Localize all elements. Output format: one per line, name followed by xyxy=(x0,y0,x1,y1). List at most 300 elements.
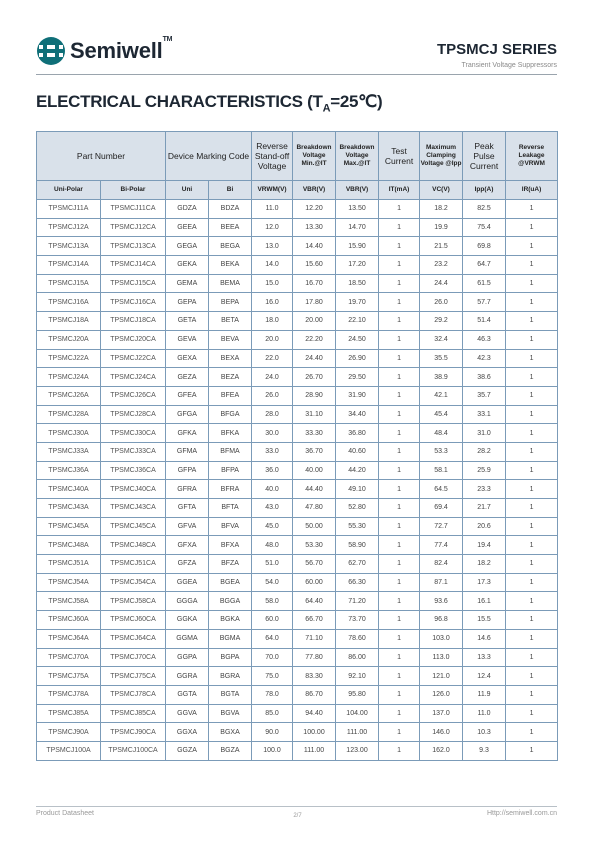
table-cell: 12.0 xyxy=(252,218,293,237)
table-cell: 77.80 xyxy=(293,648,336,667)
table-cell: GEMA xyxy=(166,274,209,293)
table-cell: 1 xyxy=(506,274,558,293)
table-cell: TPSMCJ45CA xyxy=(101,517,166,536)
table-cell: 77.4 xyxy=(420,536,463,555)
table-cell: 123.00 xyxy=(336,741,379,760)
table-cell: BGRA xyxy=(209,667,252,686)
table-cell: 17.3 xyxy=(463,573,506,592)
table-cell: 1 xyxy=(379,293,420,312)
sub-vbr-max: VBR(V) xyxy=(336,181,379,200)
table-cell: GEKA xyxy=(166,256,209,275)
table-cell: TPSMCJ20A xyxy=(37,330,101,349)
sub-ipp: Ipp(A) xyxy=(463,181,506,200)
table-cell: 9.3 xyxy=(463,741,506,760)
table-cell: 53.3 xyxy=(420,442,463,461)
table-cell: 38.9 xyxy=(420,368,463,387)
table-cell: BEEA xyxy=(209,218,252,237)
table-cell: 24.40 xyxy=(293,349,336,368)
table-row xyxy=(37,368,558,387)
table-cell: TPSMCJ78CA xyxy=(101,685,166,704)
table-cell: GEPA xyxy=(166,293,209,312)
table-cell: 20.6 xyxy=(463,517,506,536)
table-cell: 1 xyxy=(379,349,420,368)
table-cell: TPSMCJ24CA xyxy=(101,368,166,387)
table-cell: 64.7 xyxy=(463,256,506,275)
sub-vbr-min: VBR(V) xyxy=(293,181,336,200)
sub-ir: IR(uA) xyxy=(506,181,558,200)
table-cell: 1 xyxy=(506,312,558,331)
table-cell: 126.0 xyxy=(420,685,463,704)
table-cell: 55.30 xyxy=(336,517,379,536)
table-cell: 1 xyxy=(506,704,558,723)
col-peak-pulse: Peak Pulse Current xyxy=(463,132,506,181)
table-cell: GGZA xyxy=(166,741,209,760)
col-reverse-standoff: Reverse Stand-off Voltage xyxy=(252,132,293,181)
col-part-number: Part Number xyxy=(37,132,166,181)
table-cell: 60.00 xyxy=(293,573,336,592)
table-cell: 111.00 xyxy=(336,723,379,742)
table-row xyxy=(37,349,558,368)
table-cell: 1 xyxy=(506,330,558,349)
table-row xyxy=(37,312,558,331)
sub-uni: Uni xyxy=(166,181,209,200)
table-cell: BGTA xyxy=(209,685,252,704)
table-body xyxy=(37,200,558,761)
table-cell: BGKA xyxy=(209,611,252,630)
table-cell: TPSMCJ58A xyxy=(37,592,101,611)
table-row xyxy=(37,592,558,611)
table-cell: TPSMCJ40CA xyxy=(101,480,166,499)
table-cell: 20.0 xyxy=(252,330,293,349)
table-cell: 90.0 xyxy=(252,723,293,742)
table-cell: 36.70 xyxy=(293,442,336,461)
table-cell: 48.4 xyxy=(420,424,463,443)
table-cell: 1 xyxy=(379,667,420,686)
table-cell: TPSMCJ100CA xyxy=(101,741,166,760)
table-cell: 1 xyxy=(506,349,558,368)
table-row xyxy=(37,536,558,555)
table-cell: 1 xyxy=(379,499,420,518)
table-row xyxy=(37,685,558,704)
table-cell: 1 xyxy=(379,704,420,723)
table-cell: 113.0 xyxy=(420,648,463,667)
table-cell: 19.70 xyxy=(336,293,379,312)
table-cell: 18.2 xyxy=(463,555,506,574)
table-cell: 46.3 xyxy=(463,330,506,349)
table-cell: 1 xyxy=(379,424,420,443)
table-row xyxy=(37,200,558,219)
table-cell: TPSMCJ64A xyxy=(37,629,101,648)
table-cell: 94.40 xyxy=(293,704,336,723)
table-cell: TPSMCJ11A xyxy=(37,200,101,219)
table-cell: 82.5 xyxy=(463,200,506,219)
table-cell: 1 xyxy=(506,200,558,219)
table-cell: BEZA xyxy=(209,368,252,387)
series-title: TPSMCJ SERIES xyxy=(436,41,557,58)
table-cell: 28.0 xyxy=(252,405,293,424)
table-cell: 1 xyxy=(379,555,420,574)
table-cell: 1 xyxy=(506,461,558,480)
table-cell: GGXA xyxy=(166,723,209,742)
table-row xyxy=(37,442,558,461)
table-cell: 11.9 xyxy=(463,685,506,704)
table-cell: 1 xyxy=(379,218,420,237)
table-cell: 78.60 xyxy=(336,629,379,648)
sub-vc: VC(V) xyxy=(420,181,463,200)
table-cell: 13.30 xyxy=(293,218,336,237)
table-cell: 24.0 xyxy=(252,368,293,387)
table-cell: 1 xyxy=(506,723,558,742)
table-cell: 1 xyxy=(379,461,420,480)
table-cell: 75.0 xyxy=(252,667,293,686)
table-cell: 64.40 xyxy=(293,592,336,611)
table-cell: 24.4 xyxy=(420,274,463,293)
table-cell: 23.2 xyxy=(420,256,463,275)
page-number: 2/7 xyxy=(293,813,302,819)
table-cell: TPSMCJ43CA xyxy=(101,499,166,518)
table-cell: TPSMCJ75CA xyxy=(101,667,166,686)
table-cell: 69.4 xyxy=(420,499,463,518)
table-cell: GGPA xyxy=(166,648,209,667)
table-cell: 82.4 xyxy=(420,555,463,574)
table-cell: 36.0 xyxy=(252,461,293,480)
table-cell: 121.0 xyxy=(420,667,463,686)
table-cell: 1 xyxy=(379,274,420,293)
table-cell: 66.30 xyxy=(336,573,379,592)
table-cell: BEXA xyxy=(209,349,252,368)
table-cell: 22.10 xyxy=(336,312,379,331)
table-cell: GEGA xyxy=(166,237,209,256)
table-cell: BGMA xyxy=(209,629,252,648)
table-cell: 13.3 xyxy=(463,648,506,667)
table-cell: 26.90 xyxy=(336,349,379,368)
table-cell: TPSMCJ11CA xyxy=(101,200,166,219)
table-cell: 104.00 xyxy=(336,704,379,723)
table-cell: 35.7 xyxy=(463,386,506,405)
brand-name: Semiwell™ xyxy=(70,36,173,63)
table-cell: 1 xyxy=(379,573,420,592)
table-cell: BGZA xyxy=(209,741,252,760)
table-cell: 85.0 xyxy=(252,704,293,723)
table-cell: 22.0 xyxy=(252,349,293,368)
table-cell: BFKA xyxy=(209,424,252,443)
table-cell: TPSMCJ28A xyxy=(37,405,101,424)
table-cell: 18.0 xyxy=(252,312,293,331)
table-cell: TPSMCJ45A xyxy=(37,517,101,536)
table-cell: GEXA xyxy=(166,349,209,368)
footer-url: Http://semiwell.com.cn xyxy=(486,810,557,817)
table-row xyxy=(37,424,558,443)
table-cell: 22.20 xyxy=(293,330,336,349)
table-cell: 42.3 xyxy=(463,349,506,368)
table-cell: 32.4 xyxy=(420,330,463,349)
col-breakdown-min: Breakdown Voltage Min.@IT xyxy=(293,132,336,181)
table-cell: 83.30 xyxy=(293,667,336,686)
table-cell: 1 xyxy=(379,480,420,499)
table-cell: 43.0 xyxy=(252,499,293,518)
table-cell: 14.40 xyxy=(293,237,336,256)
table-cell: 45.4 xyxy=(420,405,463,424)
table-cell: 1 xyxy=(379,723,420,742)
table-cell: GGRA xyxy=(166,667,209,686)
table-cell: 95.80 xyxy=(336,685,379,704)
table-cell: 1 xyxy=(506,480,558,499)
table-row xyxy=(37,293,558,312)
table-row xyxy=(37,741,558,760)
table-row xyxy=(37,405,558,424)
table-cell: BEMA xyxy=(209,274,252,293)
table-cell: 1 xyxy=(379,368,420,387)
table-cell: 1 xyxy=(506,218,558,237)
table-cell: BGGA xyxy=(209,592,252,611)
table-cell: BFGA xyxy=(209,405,252,424)
table-cell: 69.8 xyxy=(463,237,506,256)
table-cell: 1 xyxy=(379,592,420,611)
table-cell: TPSMCJ51CA xyxy=(101,555,166,574)
table-cell: 45.0 xyxy=(252,517,293,536)
table-cell: 53.30 xyxy=(293,536,336,555)
table-cell: 18.2 xyxy=(420,200,463,219)
header-divider xyxy=(36,74,557,75)
table-cell: 71.20 xyxy=(336,592,379,611)
table-cell: TPSMCJ58CA xyxy=(101,592,166,611)
table-row xyxy=(37,480,558,499)
table-cell: GGGA xyxy=(166,592,209,611)
table-row xyxy=(37,461,558,480)
table-cell: 1 xyxy=(506,536,558,555)
table-cell: 54.0 xyxy=(252,573,293,592)
table-cell: BEGA xyxy=(209,237,252,256)
table-cell: BETA xyxy=(209,312,252,331)
table-cell: 61.5 xyxy=(463,274,506,293)
table-cell: 33.1 xyxy=(463,405,506,424)
sub-uni-polar: Uni-Polar xyxy=(37,181,101,200)
table-cell: 38.6 xyxy=(463,368,506,387)
table-cell: 1 xyxy=(379,611,420,630)
table-cell: 1 xyxy=(379,312,420,331)
table-cell: 86.70 xyxy=(293,685,336,704)
sub-bi-polar: Bi-Polar xyxy=(101,181,166,200)
table-cell: BEPA xyxy=(209,293,252,312)
table-cell: 58.0 xyxy=(252,592,293,611)
table-cell: TPSMCJ30CA xyxy=(101,424,166,443)
table-cell: 26.0 xyxy=(420,293,463,312)
table-cell: 33.0 xyxy=(252,442,293,461)
table-cell: 1 xyxy=(506,237,558,256)
table-cell: 1 xyxy=(379,685,420,704)
table-cell: 64.0 xyxy=(252,629,293,648)
table-cell: 1 xyxy=(379,517,420,536)
table-cell: 15.0 xyxy=(252,274,293,293)
table-cell: BGVA xyxy=(209,704,252,723)
table-cell: TPSMCJ36A xyxy=(37,461,101,480)
semiwell-logo-icon xyxy=(36,36,66,66)
table-cell: 1 xyxy=(506,405,558,424)
table-cell: TPSMCJ26A xyxy=(37,386,101,405)
table-cell: 75.4 xyxy=(463,218,506,237)
table-row xyxy=(37,274,558,293)
table-cell: 137.0 xyxy=(420,704,463,723)
table-cell: TPSMCJ14A xyxy=(37,256,101,275)
table-cell: 31.0 xyxy=(463,424,506,443)
table-cell: 26.0 xyxy=(252,386,293,405)
table-cell: 14.6 xyxy=(463,629,506,648)
table-row xyxy=(37,237,558,256)
table-cell: BGPA xyxy=(209,648,252,667)
table-cell: BDZA xyxy=(209,200,252,219)
table-cell: 1 xyxy=(379,330,420,349)
table-cell: 16.70 xyxy=(293,274,336,293)
table-cell: 19.9 xyxy=(420,218,463,237)
table-cell: TPSMCJ14CA xyxy=(101,256,166,275)
sub-it: IT(mA) xyxy=(379,181,420,200)
table-cell: 47.80 xyxy=(293,499,336,518)
table-cell: TPSMCJ36CA xyxy=(101,461,166,480)
table-cell: 30.0 xyxy=(252,424,293,443)
table-cell: BGEA xyxy=(209,573,252,592)
table-cell: GFZA xyxy=(166,555,209,574)
table-cell: 36.80 xyxy=(336,424,379,443)
table-cell: 21.5 xyxy=(420,237,463,256)
table-cell: 1 xyxy=(379,405,420,424)
table-cell: 40.00 xyxy=(293,461,336,480)
table-cell: 70.0 xyxy=(252,648,293,667)
table-cell: 14.0 xyxy=(252,256,293,275)
table-cell: TPSMCJ30A xyxy=(37,424,101,443)
col-max-clamping: Maximum Clamping Voltage @Ipp xyxy=(420,132,463,181)
table-cell: 60.0 xyxy=(252,611,293,630)
table-cell: 28.90 xyxy=(293,386,336,405)
table-cell: 87.1 xyxy=(420,573,463,592)
table-cell: 42.1 xyxy=(420,386,463,405)
table-cell: 11.0 xyxy=(252,200,293,219)
table-cell: 1 xyxy=(506,629,558,648)
table-cell: BFRA xyxy=(209,480,252,499)
table-cell: TPSMCJ54CA xyxy=(101,573,166,592)
table-cell: 162.0 xyxy=(420,741,463,760)
table-cell: 13.50 xyxy=(336,200,379,219)
table-cell: TPSMCJ20CA xyxy=(101,330,166,349)
table-cell: BEKA xyxy=(209,256,252,275)
table-cell: TPSMCJ16CA xyxy=(101,293,166,312)
table-cell: 1 xyxy=(379,648,420,667)
table-cell: 51.0 xyxy=(252,555,293,574)
table-cell: TPSMCJ75A xyxy=(37,667,101,686)
table-row xyxy=(37,517,558,536)
footer-divider xyxy=(36,806,557,807)
table-cell: TPSMCJ13A xyxy=(37,237,101,256)
table-cell: 21.7 xyxy=(463,499,506,518)
table-cell: 29.50 xyxy=(336,368,379,387)
table-cell: 1 xyxy=(506,386,558,405)
col-device-marking: Device Marking Code xyxy=(166,132,252,181)
table-cell: 31.90 xyxy=(336,386,379,405)
table-cell: TPSMCJ18A xyxy=(37,312,101,331)
table-cell: BFEA xyxy=(209,386,252,405)
table-cell: 71.10 xyxy=(293,629,336,648)
table-cell: 1 xyxy=(506,442,558,461)
table-cell: TPSMCJ12A xyxy=(37,218,101,237)
table-cell: TPSMCJ60CA xyxy=(101,611,166,630)
table-cell: BFZA xyxy=(209,555,252,574)
col-reverse-leakage: Reverse Leakage @VRWM xyxy=(506,132,558,181)
table-cell: 146.0 xyxy=(420,723,463,742)
table-cell: 18.50 xyxy=(336,274,379,293)
table-cell: 17.80 xyxy=(293,293,336,312)
table-cell: 96.8 xyxy=(420,611,463,630)
table-cell: TPSMCJ22A xyxy=(37,349,101,368)
trademark: TM xyxy=(162,36,173,43)
table-cell: TPSMCJ12CA xyxy=(101,218,166,237)
table-cell: BFTA xyxy=(209,499,252,518)
table-cell: GETA xyxy=(166,312,209,331)
table-cell: BEVA xyxy=(209,330,252,349)
table-cell: BFPA xyxy=(209,461,252,480)
table-cell: 58.90 xyxy=(336,536,379,555)
table-row xyxy=(37,330,558,349)
col-test-current: Test Current xyxy=(379,132,420,181)
table-cell: 1 xyxy=(379,536,420,555)
table-cell: TPSMCJ100A xyxy=(37,741,101,760)
table-cell: GEVA xyxy=(166,330,209,349)
table-cell: 86.00 xyxy=(336,648,379,667)
table-cell: GFGA xyxy=(166,405,209,424)
table-cell: GGMA xyxy=(166,629,209,648)
table-cell: TPSMCJ54A xyxy=(37,573,101,592)
table-cell: 66.70 xyxy=(293,611,336,630)
table-cell: 10.3 xyxy=(463,723,506,742)
table-cell: TPSMCJ70CA xyxy=(101,648,166,667)
table-cell: 1 xyxy=(506,667,558,686)
table-cell: 1 xyxy=(506,499,558,518)
table-cell: 1 xyxy=(506,256,558,275)
table-cell: 51.4 xyxy=(463,312,506,331)
table-cell: TPSMCJ18CA xyxy=(101,312,166,331)
sub-bi: Bi xyxy=(209,181,252,200)
table-cell: 1 xyxy=(379,741,420,760)
table-cell: 15.5 xyxy=(463,611,506,630)
col-breakdown-max: Breakdown Voltage Max.@IT xyxy=(336,132,379,181)
table-cell: 20.00 xyxy=(293,312,336,331)
table-cell: 1 xyxy=(506,424,558,443)
table-cell: 103.0 xyxy=(420,629,463,648)
table-cell: 1 xyxy=(506,517,558,536)
table-cell: TPSMCJ24A xyxy=(37,368,101,387)
table-cell: 19.4 xyxy=(463,536,506,555)
table-cell: 1 xyxy=(506,685,558,704)
table-cell: 14.70 xyxy=(336,218,379,237)
table-row xyxy=(37,555,558,574)
table-cell: GFKA xyxy=(166,424,209,443)
table-row xyxy=(37,648,558,667)
table-cell: 93.6 xyxy=(420,592,463,611)
table-cell: 58.1 xyxy=(420,461,463,480)
table-row xyxy=(37,573,558,592)
table-cell: 1 xyxy=(506,368,558,387)
table-cell: TPSMCJ40A xyxy=(37,480,101,499)
table-cell: GFXA xyxy=(166,536,209,555)
table-cell: GGEA xyxy=(166,573,209,592)
table-cell: TPSMCJ16A xyxy=(37,293,101,312)
table-cell: 1 xyxy=(379,237,420,256)
table-cell: TPSMCJ90A xyxy=(37,723,101,742)
table-cell: 48.0 xyxy=(252,536,293,555)
sub-vrwm: VRWM(V) xyxy=(252,181,293,200)
table-cell: BFXA xyxy=(209,536,252,555)
table-cell: GFRA xyxy=(166,480,209,499)
table-cell: TPSMCJ48A xyxy=(37,536,101,555)
table-cell: 44.20 xyxy=(336,461,379,480)
